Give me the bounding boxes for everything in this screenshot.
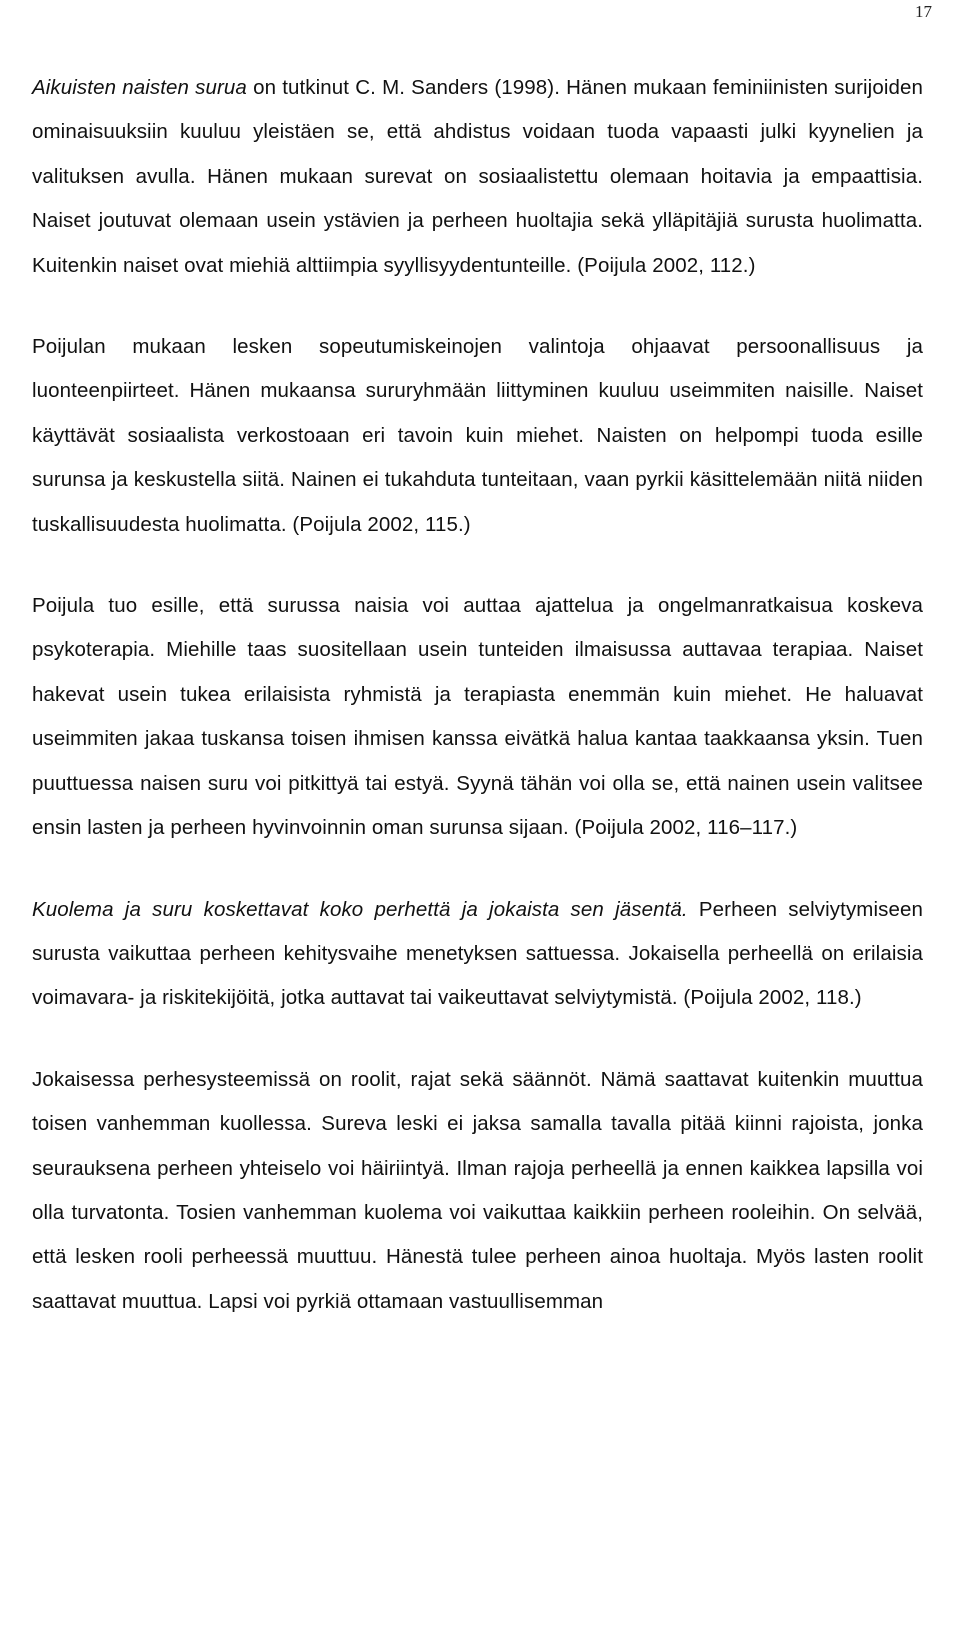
document-body <box>32 66 923 1324</box>
paragraph-text: Poijula tuo esille, että surussa naisia voi auttaa ajattelua ja ongelmanratkaisua koskeva psykoterapia. Miehille taas suositellaan usein tunteiden ilmaisussa auttavaa terapiaa. Naiset hakevat usein tukea erilaisista ryhmistä ja terapiasta enemmän kuin miehet. He haluavat useimmiten jakaa tuskansa toisen ihmisen kanssa eivätkä halua kantaa taakkaansa yksin. Tuen puuttuessa naisen suru voi pitkittyä tai estyä. Syynä tähän voi olla se, että nainen usein valitsee ensin lasten ja perheen hyvinvoinnin oman surunsa sijaan. (Poijula 2002, 116–117.) <box>32 594 923 840</box>
paragraph-text: Perheen selviytymiseen surusta vaikuttaa perheen kehitysvaihe menetyksen sattuessa. Jokaisella perheellä on erilaisia voimavara- ja riskitekijöitä, jotka auttavat tai vaikeuttavat selviytymistä. (Poijula 2002, 118.) <box>32 897 923 1010</box>
paragraph-2 <box>32 325 923 547</box>
page-number: 17 <box>915 2 932 21</box>
italic-lead-text: Aikuisten naisten surua <box>32 76 247 99</box>
paragraph-5 <box>32 1058 923 1324</box>
paragraph-1 <box>32 66 923 288</box>
paragraph-text: Jokaisessa perhesysteemissä on roolit, rajat sekä säännöt. Nämä saattavat kuitenkin muuttua toisen vanhemman kuollessa. Sureva leski ei jaksa samalla tavalla pitää kiinni rajoista, jonka seurauksena perheen yhteiselo voi häiriintyä. Ilman rajoja perheellä ja ennen kaikkea lapsilla voi olla turvatonta. Tosien vanhemman kuolema voi vaikuttaa kaikkiin perheen rooleihin. On selvää, että lesken rooli perheessä muuttuu. Hänestä tulee perheen ainoa huoltaja. Myös lasten roolit saattavat muuttua. Lapsi voi pyrkiä ottamaan vastuullisemman <box>32 1067 923 1313</box>
italic-lead-text: Kuolema ja suru koskettavat koko perhettä ja jokaista sen jäsentä. <box>32 897 688 921</box>
paragraph-4 <box>32 888 923 1021</box>
paragraph-text: Poijulan mukaan lesken sopeutumiskeinojen valintoja ohjaavat persoonallisuus ja luonteenpiirteet. Hänen mukaansa sururyhmään liittyminen kuuluu useimmiten naisille. Naiset käyttävät sosiaalista verkostoaan eri tavoin kuin miehet. Naisten on helpompi tuoda esille surunsa ja keskustella siitä. Nainen ei tukahduta tunteitaan, vaan pyrkii käsittelemään niitä niiden tuskallisuudesta huolimatta. (Poijula 2002, 115.) <box>32 335 923 536</box>
paragraph-3 <box>32 584 923 850</box>
paragraph-text: on tutkinut C. M. Sanders (1998). Hänen mukaan feminiinisten surijoiden ominaisuuksiin kuuluu yleistäen se, että ahdistus voidaan tuoda vapaasti julki kyynelien ja valituksen avulla. Hänen mukaan surevat on sosiaalistettu olemaan hoitavia ja empaattisia. Naiset joutuvat olemaan usein ystävien ja perheen huoltajia sekä ylläpitäjiä surusta huolimatta. Kuitenkin naiset ovat miehiä alttiimpia syyllisyydentunteille. (Poijula 2002, 112.) <box>32 76 923 277</box>
